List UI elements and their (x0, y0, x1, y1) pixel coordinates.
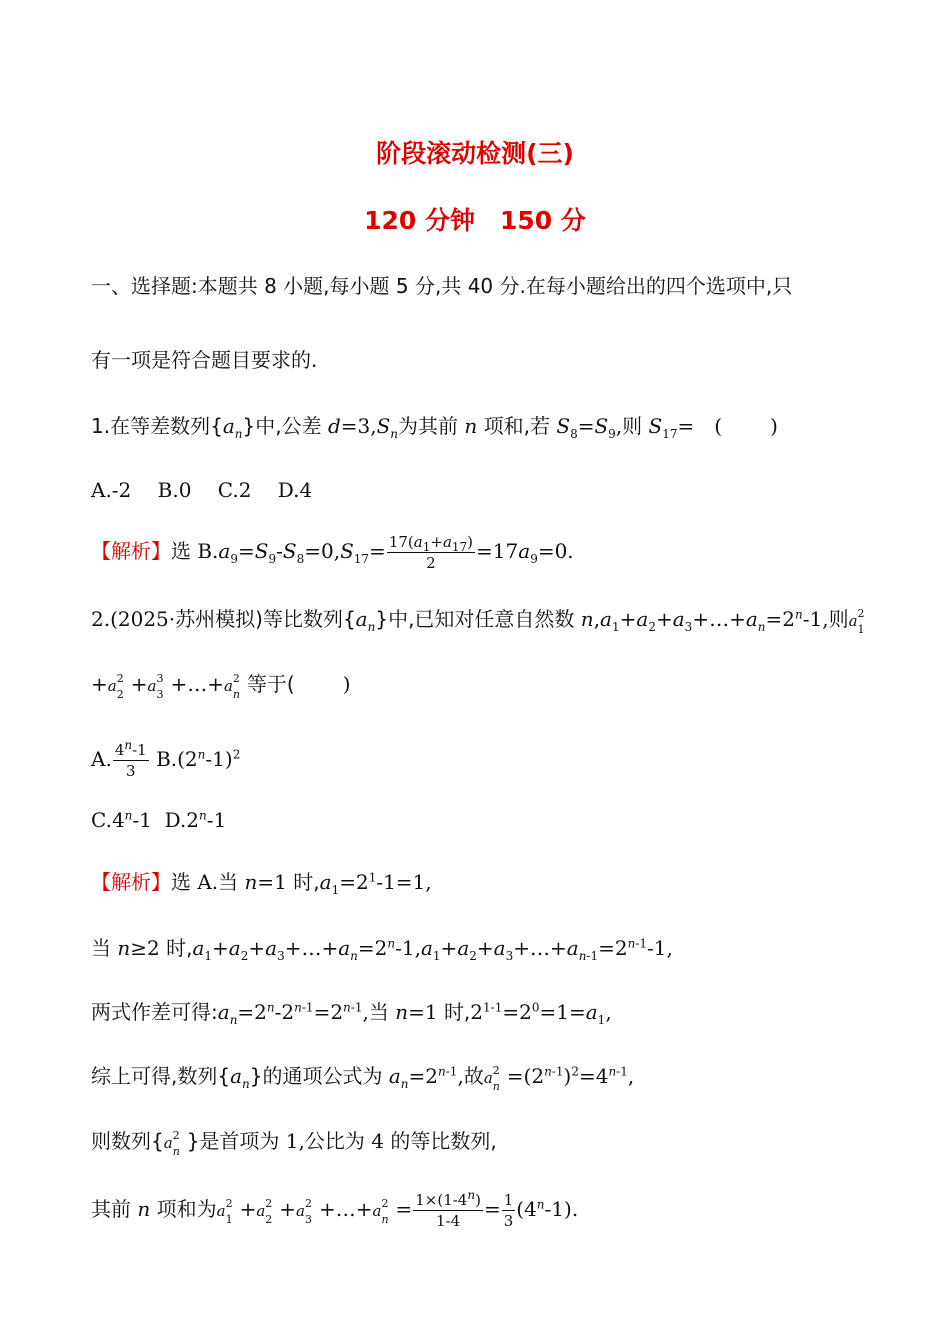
analysis-tag: 【解析】 (91, 539, 171, 563)
sum-fraction: $\frac{1\times(1-4^n)}{1-4}$ (415, 1188, 481, 1230)
question-2-analysis-line1: 【解析】选 A.当 n=1 时$,a_1=2^1-1=1$, (91, 870, 432, 897)
question-1-analysis: 【解析】选 $B.a_9=S_9-S_8=0,S_{17}=$ $\frac{17(a_1+a_{17})}{2}$ $=17a_9=0$. (91, 533, 574, 572)
question-2-analysis-line3: 两式作差可得$:a_n=2^n-2^{n-1}=2^{n-1}$,当 n=1 时$,2^{1-1}=2^0=1=a_1$, (91, 1000, 612, 1027)
question-1-options: A.-2 B.0 C.2 D.4 (91, 478, 313, 502)
fraction: $\frac{17(a_1+a_{17})}{2}$ (388, 533, 474, 572)
page-title: 阶段滚动检测(三) (376, 139, 574, 168)
question-2-analysis-line4: 综上可得,数列$\{a_n\}$的通项公式为 $a_n=2^{n-1}$,故a 2 n $=(2^{n-1})^2=4^{n-1}$, (91, 1064, 635, 1093)
section-instruction-line1: 一、选择题:本题共 8 小题,每小题 5 分,共 40 分.在每小题给出的四个选项中,只 (91, 274, 793, 298)
question-2-stem-line2: +a 2 2 +a 3 3 +…+a 2 n 等于( ) (91, 672, 351, 701)
question-2-stem-line1: 2.(2025·苏州模拟)等比数列$\{a_n\}$中,已知对任意自然数 $n,a_1+a_2+a_3+\dots+a_n=2^n-1$,则a 2 1 (91, 607, 865, 636)
question-2-analysis-line5: 则数列{a 2 n }是首项为 1,公比为 4 的等比数列, (91, 1129, 497, 1158)
question-1-stem: 1.在等差数列$\{a_n\}$中,公差 $d=3,S_n$为其前 n 项和,若 $S_8=S_9$,则 $S_{17}=$ ( ) (91, 414, 778, 441)
analysis-tag-2: 【解析】 (91, 870, 171, 894)
question-2-analysis-line6: 其前 n 项和为a 2 1 +a 2 2 +a 2 3 +…+a 2 n = $\frac{1\times(1-4^n)}{1-4}$ = $\frac{1}{3}$ (4$^n$-1). (91, 1188, 579, 1230)
time-score-subtitle: 120 分钟 150 分 (364, 206, 586, 235)
question-2-analysis-line2: 当 n≥2 时$,a_1+a_2+a_3+\dots+a_n=2^n-1,a_1+a_2+a_3+\dots+a_{n-1}=2^{n-1}-1$, (91, 936, 673, 963)
option-a-fraction: $\frac{4^n-1}{3}$ (114, 738, 147, 780)
question-2-options-ab: A. $\frac{4^n-1}{3}$ $B.(2^n-1)^2$ (91, 738, 241, 780)
section-instruction-line2: 有一项是符合题目要求的. (91, 348, 318, 372)
question-2-options-cd: C.4$^n$-1 D.2$^n$-1 (91, 808, 227, 832)
one-third-fraction: $\frac{1}{3}$ (503, 1191, 514, 1230)
